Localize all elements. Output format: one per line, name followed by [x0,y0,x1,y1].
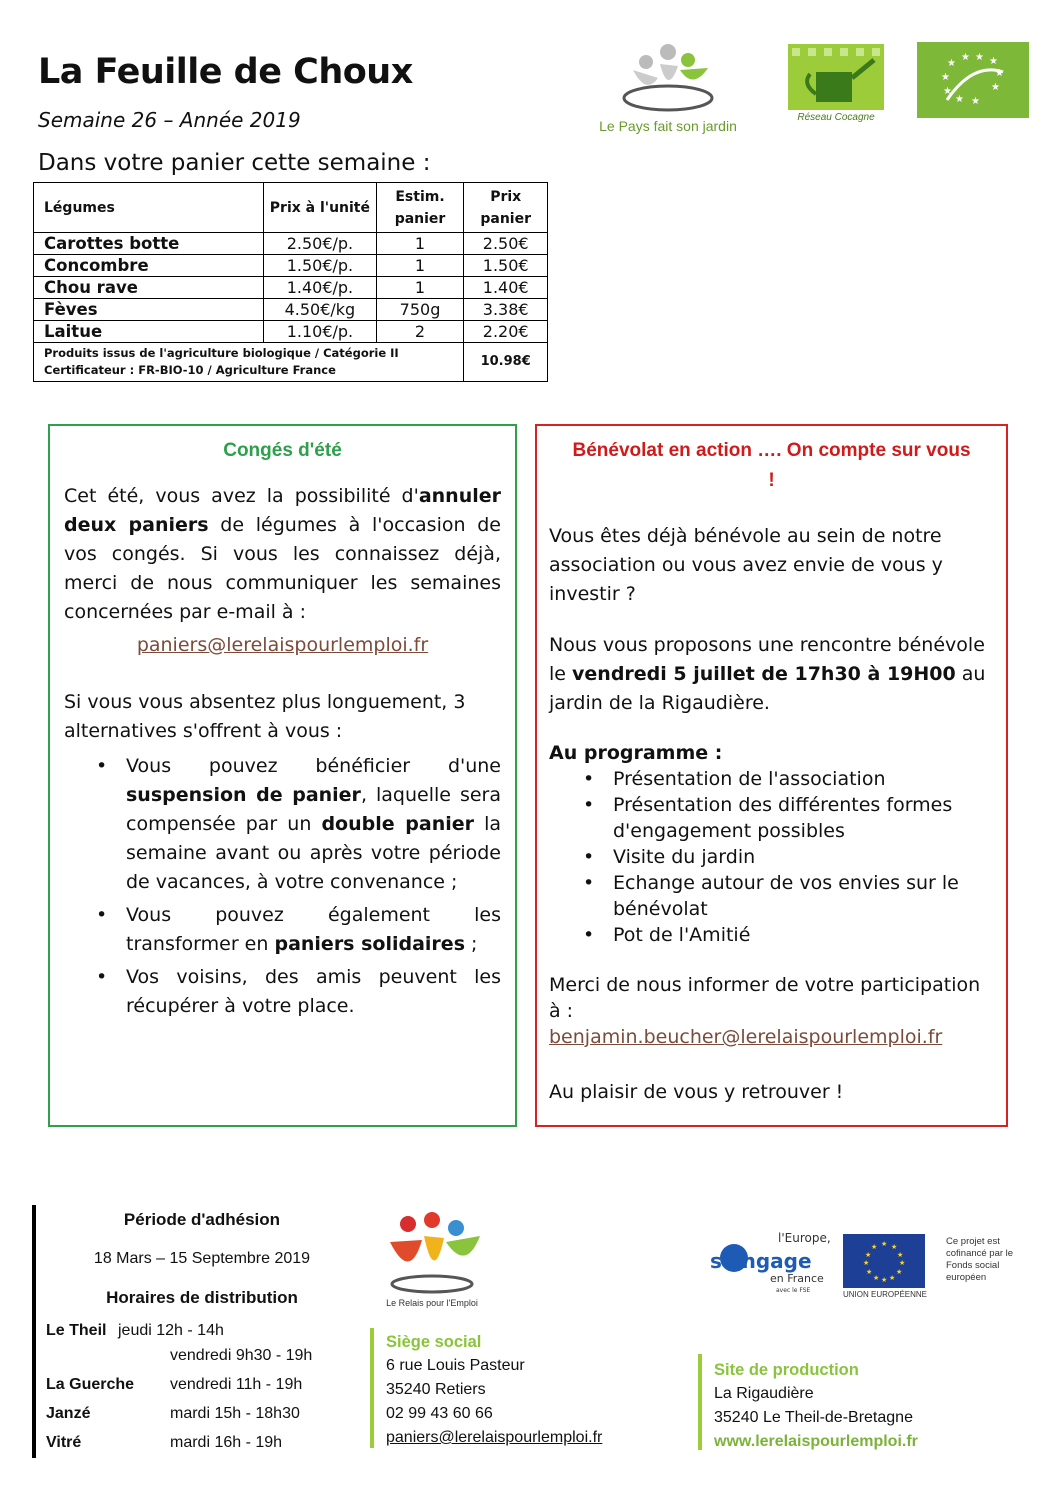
vegetable-name: Concombre [34,255,264,277]
svg-text:★: ★ [961,52,970,63]
volunteering-box [535,424,1008,1127]
pays-jardin-caption: Le Pays fait son jardin [599,118,737,134]
intro-emphasis: annuler deux paniers [64,485,501,536]
table-header-row [34,183,548,233]
unit-price: 1.10€/p. [264,321,377,343]
list-item [126,752,501,897]
basket-quantity: 1 [376,255,464,277]
head-office-title: Siège social [386,1333,482,1351]
cocagne-logo [788,44,884,134]
production-site-name: La Rigaudière [714,1385,814,1402]
basket-quantity: 1 [376,277,464,299]
basket-quantity: 750g [376,299,464,321]
list-item: • Visite du jardin [613,844,992,870]
basket-price: 3.38€ [464,299,548,321]
summer-email-link[interactable]: paniers@lerelaispourlemploi.fr [136,634,429,656]
basket-price: 1.50€ [464,255,548,277]
svg-text:★: ★ [896,1268,903,1276]
list-item: • Vos voisins, des amis peuvent les récupérer à votre place. [126,963,501,1021]
vegetable-name: Chou rave [34,277,264,299]
page-subtitle: Semaine 26 – Année 2019 [38,108,301,132]
schedule-time: vendredi 11h - 19h [170,1376,303,1393]
basket-price: 2.50€ [464,233,548,255]
volunteer-email-row [549,1024,1000,1050]
seat-green-bar [370,1328,374,1448]
schedule-time: mardi 15h - 18h30 [170,1405,300,1422]
schedule-place: Le Theil [46,1322,107,1339]
cocagne-caption: Réseau Cocagne [797,112,875,123]
eu-caption: UNION EUROPÉENNE [843,1290,928,1299]
svg-text:★: ★ [899,1259,906,1267]
table-row [34,255,548,277]
svg-text:★: ★ [865,1251,872,1259]
item-text: , laquelle sera compensée par un [126,784,501,835]
pays-jardin-icon [588,40,748,118]
vegetable-name: Carottes botte [34,233,264,255]
svg-text:★: ★ [989,56,998,67]
basket-total: 10.98€ [464,343,548,382]
schedule-time: vendredi 9h30 - 19h [170,1347,313,1364]
item-emphasis: double panier [321,813,474,835]
production-site-block [714,1358,918,1454]
schedule-place: Janzé [46,1405,91,1422]
volunteer-email-link[interactable]: benjamin.beucher@lerelaispourlemploi.fr [549,1026,943,1048]
item-emphasis: paniers solidaires [274,933,465,955]
table-row [34,277,548,299]
svg-text:★: ★ [947,58,956,69]
europe-engage-icon [706,1228,831,1296]
relais-emploi-logo [370,1212,494,1322]
relais-people-icon [370,1212,494,1298]
membership-period-title: Période d'adhésion [123,1210,281,1229]
column-header: Prix à l'unité [264,183,377,233]
basket-quantity: 2 [376,321,464,343]
table-footer-row [34,343,548,382]
relais-caption: Le Relais pour l'Emploi [386,1298,478,1308]
head-office-city: 35240 Retiers [386,1381,486,1398]
europe-line3: en France [770,1272,824,1285]
europe-line4: avec le FSE [776,1287,811,1294]
eu-leaf-icon [917,42,1029,118]
program-list [613,766,992,948]
summer-email-row [50,631,515,660]
head-office-phone: 02 99 43 60 66 [386,1405,493,1422]
basket-price: 1.40€ [464,277,548,299]
alternatives-list [126,752,501,1021]
head-office-email[interactable]: paniers@lerelaispourlemploi.fr [386,1429,603,1446]
item-text: ; [465,933,478,955]
eu-organic-logo [917,42,1029,118]
summer-holidays-box [48,424,517,1127]
svg-text:★: ★ [871,1243,878,1251]
svg-text:★: ★ [889,1274,896,1282]
watering-can-icon [788,44,884,110]
svg-text:★: ★ [991,82,1000,93]
meeting-date: vendredi 5 juillet de 17h30 à 19H00 [572,663,956,685]
basket-price: 2.20€ [464,321,548,343]
item-emphasis: suspension de panier [126,784,361,806]
europe-line1: l'Europe, [778,1231,831,1245]
item-text: Vous pouvez bénéficier d'une [126,755,501,777]
svg-text:★: ★ [891,1243,898,1251]
meeting-text: au jardin de la Rigaudière. [549,663,986,714]
program-title: Au programme : [549,742,723,764]
website-link[interactable]: www.lerelaispourlemploi.fr [714,1433,918,1450]
basket-quantity: 1 [376,233,464,255]
schedule-place: La Guerche [46,1376,135,1393]
head-office-street: 6 rue Louis Pasteur [386,1357,525,1374]
svg-text:★: ★ [941,72,950,83]
head-office-block [386,1330,602,1450]
summer-holidays-title: Congés d'été [223,440,342,461]
eu-flag-icon [843,1234,925,1288]
list-item: • Pot de l'Amitié [613,922,992,948]
meeting-text: Nous vous proposons une rencontre bénévole le [549,634,985,685]
vegetable-table [33,182,548,382]
svg-text:★: ★ [863,1259,870,1267]
distribution-hours-title: Horaires de distribution [106,1288,298,1307]
column-header: Prix panier [464,183,548,233]
svg-text:★: ★ [881,1240,888,1248]
unit-price: 4.50€/kg [264,299,377,321]
svg-text:★: ★ [995,68,1004,79]
alternatives-intro: Si vous vous absentez plus longuement, 3 alternatives s'offrent à vous : [64,691,466,742]
membership-period-dates: 18 Mars – 15 Septembre 2019 [93,1250,311,1267]
participation-request: Merci de nous informer de votre participation à : [549,974,981,1022]
footer-left-bar [32,1205,36,1458]
organic-certification-note: Produits issus de l'agriculture biologique / Catégorie II Certificateur : FR-BIO-10 / Agriculture France [34,343,464,382]
table-row [34,233,548,255]
list-item: • Présentation de l'association [613,766,992,792]
intro-text: Cet été, vous avez la possibilité d' [64,485,419,507]
volunteering-closing: Au plaisir de vous y retrouver ! [549,1081,844,1103]
volunteering-intro: Vous êtes déjà bénévole au sein de notre association ou vous avez envie de vous y investir ? [549,525,943,605]
volunteering-meeting [549,631,992,718]
table-row [34,321,548,343]
column-header: Légumes [34,183,264,233]
svg-text:★: ★ [873,1274,880,1282]
europe-engage-logo [706,1228,831,1296]
schedule-place: Vitré [46,1434,82,1451]
vegetable-name: Laitue [34,321,264,343]
unit-price: 1.50€/p. [264,255,377,277]
column-header: Estim. panier [376,183,464,233]
summer-holidays-intro [64,482,501,627]
svg-text:★: ★ [866,1268,873,1276]
basket-heading: Dans votre panier cette semaine : [38,150,431,176]
list-item: • Echange autour de vos envies sur le bénévolat [613,870,992,922]
item-text: Vous pouvez également les transformer en [126,904,501,955]
table-row [34,299,548,321]
list-item [126,901,501,959]
vegetable-name: Fèves [34,299,264,321]
svg-text:★: ★ [943,86,952,97]
europe-line2: s'engage [710,1249,812,1273]
schedule-time: jeudi 12h - 14h [118,1322,224,1339]
production-site-city: 35240 Le Theil-de-Bretagne [714,1409,913,1426]
production-site-title: Site de production [714,1361,859,1379]
svg-text:★: ★ [971,96,980,107]
page-title: La Feuille de Choux [38,52,413,92]
fse-cofunding-note: Ce projet est cofinancé par le Fonds social européen [946,1236,1014,1283]
list-item: • Présentation des différentes formes d'engagement possibles [613,792,992,844]
pays-jardin-logo [588,40,748,140]
svg-text:★: ★ [897,1251,904,1259]
svg-text:★: ★ [955,94,964,105]
volunteering-title: Bénévolat en action …. On compte sur vous ! [572,440,971,491]
svg-text:★: ★ [975,52,984,63]
schedule-time: mardi 16h - 19h [170,1434,283,1451]
production-green-bar [698,1354,702,1450]
eu-stars-icon [843,1234,925,1288]
item-text: la semaine avant ou après votre période de vacances, à votre convenance ; [126,813,501,893]
unit-price: 2.50€/p. [264,233,377,255]
unit-price: 1.40€/p. [264,277,377,299]
svg-text:★: ★ [881,1276,888,1284]
intro-text: de légumes à l'occasion de vos congés. Si vous les connaissez déjà, merci de nous communiquer les semaines concernées par e-mail à : [64,514,501,623]
